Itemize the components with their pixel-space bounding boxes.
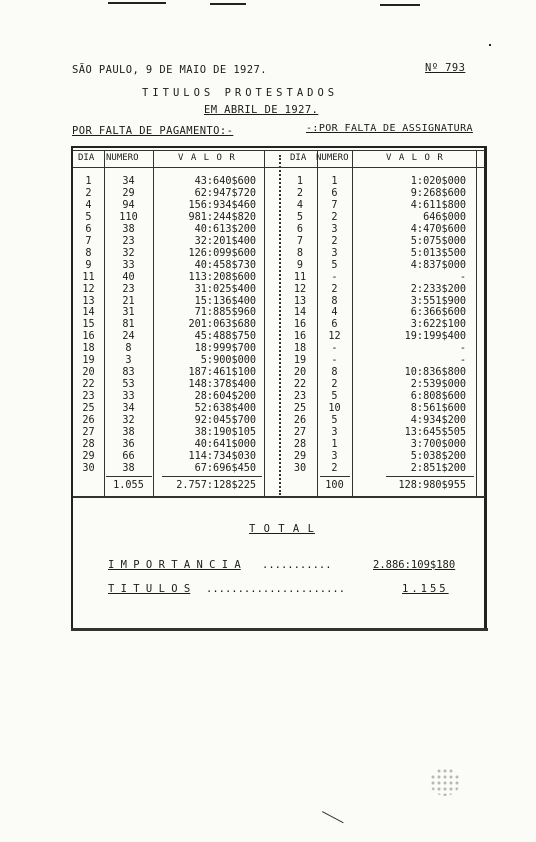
cell-dia: 30 [82,462,95,474]
cell-numero: 94 [122,199,135,211]
cell-dia2: 30 [293,462,307,474]
cell-dia2: 22 [293,379,307,391]
cell-dia2: 20 [293,367,307,379]
cell-dia: 20 [82,367,95,379]
cell-numero: 32 [122,247,135,259]
cell-dia: 14 [82,307,95,319]
cell-valor2: - [459,343,466,355]
cell-dia2: 11 [293,271,307,283]
cell-valor: 43:640$600 [194,176,256,187]
cell-numero2: 1 [331,438,338,450]
cell-valor: 5:900$000 [200,355,256,367]
cell-valor: 126:099$600 [188,247,256,259]
scan-mark-top-left [108,2,166,4]
cell-numero: 31 [122,307,135,319]
cell-dia2: 6 [296,223,304,235]
cell-numero2: - [331,343,338,355]
cell-dia: 13 [82,295,95,307]
cell-dia: 12 [82,283,95,295]
cell-dia2: 16 [293,319,307,331]
cell-valor2: 4:611$800 [410,199,466,211]
cell-numero2: 12 [328,331,341,343]
cell-valor: 52:638$400 [194,403,256,415]
cell-valor: 156:934$460 [188,199,256,211]
cell-valor: 187:461$100 [188,367,256,379]
cell-valor: 201:063$680 [188,319,256,331]
col-valor2: V A L O R [386,153,444,163]
col-dia2: DIA [290,153,307,163]
cell-valor: 32:201$400 [194,235,256,247]
cell-valor: 71:885$960 [194,307,256,319]
cell-numero2: 6 [331,319,338,331]
cell-numero2: 2 [331,211,338,223]
cell-valor: 38:190$105 [194,426,256,438]
cell-valor2: 8:561$600 [410,403,466,415]
scan-mark-top-right [380,4,420,6]
cell-numero: 3 [125,355,132,367]
cell-dia: 23 [82,391,95,403]
total-heading: T O T A L [249,523,315,535]
cell-numero: 38 [122,426,135,438]
cell-valor: 31:025$400 [194,283,256,295]
cell-valor2: 9:268$600 [410,187,466,199]
cell-numero2: - [331,355,338,367]
cell-numero2: 4 [331,307,338,319]
cell-numero2: 2 [331,283,338,295]
section-right-heading: -:POR FALTA DE ASSIGNATURA [306,123,473,134]
importancia-leader: ........... [262,559,332,571]
cell-valor: 18:999$700 [194,343,256,355]
cell-dia: 11 [82,271,95,283]
cell-valor2: 19:199$400 [404,331,466,343]
cell-dia2: 9 [296,259,304,271]
col-dia: DIA [78,153,95,163]
cell-numero: 66 [122,450,135,462]
cell-numero2: 1 [331,176,338,187]
scan-smudge-bottom [430,768,460,796]
titulos-leader: ...................... [206,583,346,595]
cell-valor2: 5:075$000 [410,235,466,247]
cell-numero: 24 [122,331,135,343]
cell-dia: 4 [85,199,92,211]
subtotal-valor-right: 128:980$955 [398,480,466,491]
scan-mark-top-mid [210,3,246,5]
cell-numero: 34 [122,176,135,187]
subtotal-rule-num2 [320,476,350,477]
cell-valor: 15:136$400 [194,295,256,307]
cell-numero2: 10 [328,403,341,415]
cell-valor2: 5:013$500 [410,247,466,259]
cell-numero2: 3 [331,247,338,259]
cell-valor2: 2:539$000 [410,379,466,391]
cell-valor2: 10:836$800 [404,367,466,379]
cell-numero2: 8 [331,367,338,379]
cell-dia: 22 [82,379,95,391]
cell-numero: 83 [122,367,135,379]
cell-valor2: 3:700$000 [410,438,466,450]
cell-valor2: 4:934$200 [410,415,466,426]
cell-valor2: 646$000 [423,211,466,223]
subtotal-rule-valor2 [386,476,474,477]
cell-numero: 81 [122,319,135,331]
col-numero: NUMERO [106,153,139,163]
cell-numero2: 5 [331,259,338,271]
cell-numero2: - [331,271,338,283]
cell-numero2: 7 [331,199,338,211]
titulos-value: 1.155 [402,583,449,595]
cell-dia: 27 [82,426,95,438]
cell-dia2: 28 [293,438,307,450]
cell-dia2: 4 [296,199,304,211]
cell-valor2: 6:808$600 [410,391,466,403]
section-left-heading: POR FALTA DE PAGAMENTO:- [72,125,234,137]
cell-valor: 45:488$750 [194,331,256,343]
cell-valor2: 6:366$600 [410,307,466,319]
cell-dia2: 2 [296,187,304,199]
cell-dia2: 27 [293,426,307,438]
divider-valor2-end [476,150,477,496]
cell-dia2: 5 [296,211,304,223]
cell-dia2: 14 [293,307,307,319]
document-number: Nº 793 [425,62,466,74]
cell-dia: 28 [82,438,95,450]
cell-valor: 113:208$600 [188,271,256,283]
cell-numero: 40 [122,271,135,283]
cell-dia: 15 [82,319,95,331]
cell-numero: 23 [122,235,135,247]
titulos-label: T I T U L O S [108,583,191,595]
cell-numero: 33 [122,259,135,271]
cell-valor: 62:947$720 [194,187,256,199]
cell-dia2: 18 [293,343,307,355]
cell-numero: 36 [122,438,135,450]
frame-bottom-rule [71,628,488,631]
divider-valor-right [264,150,265,496]
cell-numero: 21 [122,295,135,307]
cell-valor2: 1:020$000 [410,176,466,187]
cell-numero2: 8 [331,295,338,307]
subtotal-valor-left: 2.757:128$225 [176,480,256,491]
cell-numero2: 2 [331,462,338,474]
cell-numero2: 2 [331,235,338,247]
scan-stroke-bottom [316,811,343,834]
cell-valor2: 5:038$200 [410,450,466,462]
cell-dia: 25 [82,403,95,415]
cell-numero2: 3 [331,450,338,462]
cell-dia: 5 [85,211,92,223]
cell-dia2: 16 [293,331,307,343]
subtotal-num-right: 100 [325,480,344,491]
cell-dia2: 29 [293,450,307,462]
cell-numero: 34 [122,403,135,415]
cell-dia: 26 [82,415,95,426]
cell-numero: 29 [122,187,135,199]
cell-numero2: 3 [331,223,338,235]
cell-numero: 33 [122,391,135,403]
cell-valor: 92:045$700 [194,415,256,426]
cell-numero: 53 [122,379,135,391]
cell-valor2: - [459,355,466,367]
subtotal-rule-valor [162,476,262,477]
cell-dia2: 7 [296,235,304,247]
cell-numero: 38 [122,462,135,474]
page-title: TITULOS PROTESTADOS [142,87,339,99]
col-numero2: NUMERO [316,153,349,163]
scan-dot-right [489,44,491,46]
cell-valor2: 3:551$900 [410,295,466,307]
cell-dia: 2 [85,187,92,199]
cell-dia: 7 [85,235,92,247]
cell-numero: 23 [122,283,135,295]
cell-dia2: 8 [296,247,304,259]
cell-valor2: 4:837$000 [410,259,466,271]
cell-dia2: 13 [293,295,307,307]
totals-section-rule [73,496,485,498]
cell-dia2: 26 [293,415,307,426]
cell-valor: 40:641$000 [194,438,256,450]
cell-valor2: 2:233$200 [410,283,466,295]
cell-dia2: 12 [293,283,307,295]
cell-numero2: 5 [331,415,338,426]
cell-dia: 19 [82,355,95,367]
cell-valor2: 4:470$600 [410,223,466,235]
cell-dia: 9 [85,259,92,271]
cell-valor: 40:613$200 [194,223,256,235]
page-subtitle: EM ABRIL DE 1927. [204,104,319,116]
cell-valor: 28:604$200 [194,391,256,403]
cell-numero2: 3 [331,426,338,438]
col-valor: V A L O R [178,153,236,163]
cell-dia: 1 [85,176,92,187]
header-top-rule [73,150,485,151]
cell-numero: 38 [122,223,135,235]
cell-valor2: 3:622$100 [410,319,466,331]
importancia-value: 2.886:109$180 [373,559,456,571]
cell-valor: 981:244$820 [188,211,256,223]
importancia-label: I M P O R T A N C I A [108,559,241,571]
cell-numero2: 5 [331,391,338,403]
cell-valor2: - [459,271,466,283]
cell-numero: 8 [125,343,132,355]
cell-numero: 110 [119,211,138,223]
cell-dia: 29 [82,450,95,462]
cell-valor2: 2:851$200 [410,462,466,474]
cell-valor2: 13:645$505 [404,426,466,438]
cell-valor: 40:458$730 [194,259,256,271]
cell-numero: 32 [122,415,135,426]
cell-dia2: 19 [293,355,307,367]
cell-valor: 148:378$400 [188,379,256,391]
cell-dia2: 1 [296,176,304,187]
cell-dia: 8 [85,247,92,259]
cell-valor: 114:734$030 [188,450,256,462]
cell-dia: 16 [82,331,95,343]
subtotal-num-left: 1.055 [113,480,144,491]
subtotal-rule-num [106,476,152,477]
cell-valor: 67:696$450 [194,462,256,474]
cell-numero2: 6 [331,187,338,199]
cell-dia: 6 [85,223,92,235]
place-date: SÃO PAULO, 9 DE MAIO DE 1927. [72,64,267,76]
cell-numero2: 2 [331,379,338,391]
cell-dia2: 25 [293,403,307,415]
cell-dia: 18 [82,343,95,355]
cell-dia2: 23 [293,391,307,403]
